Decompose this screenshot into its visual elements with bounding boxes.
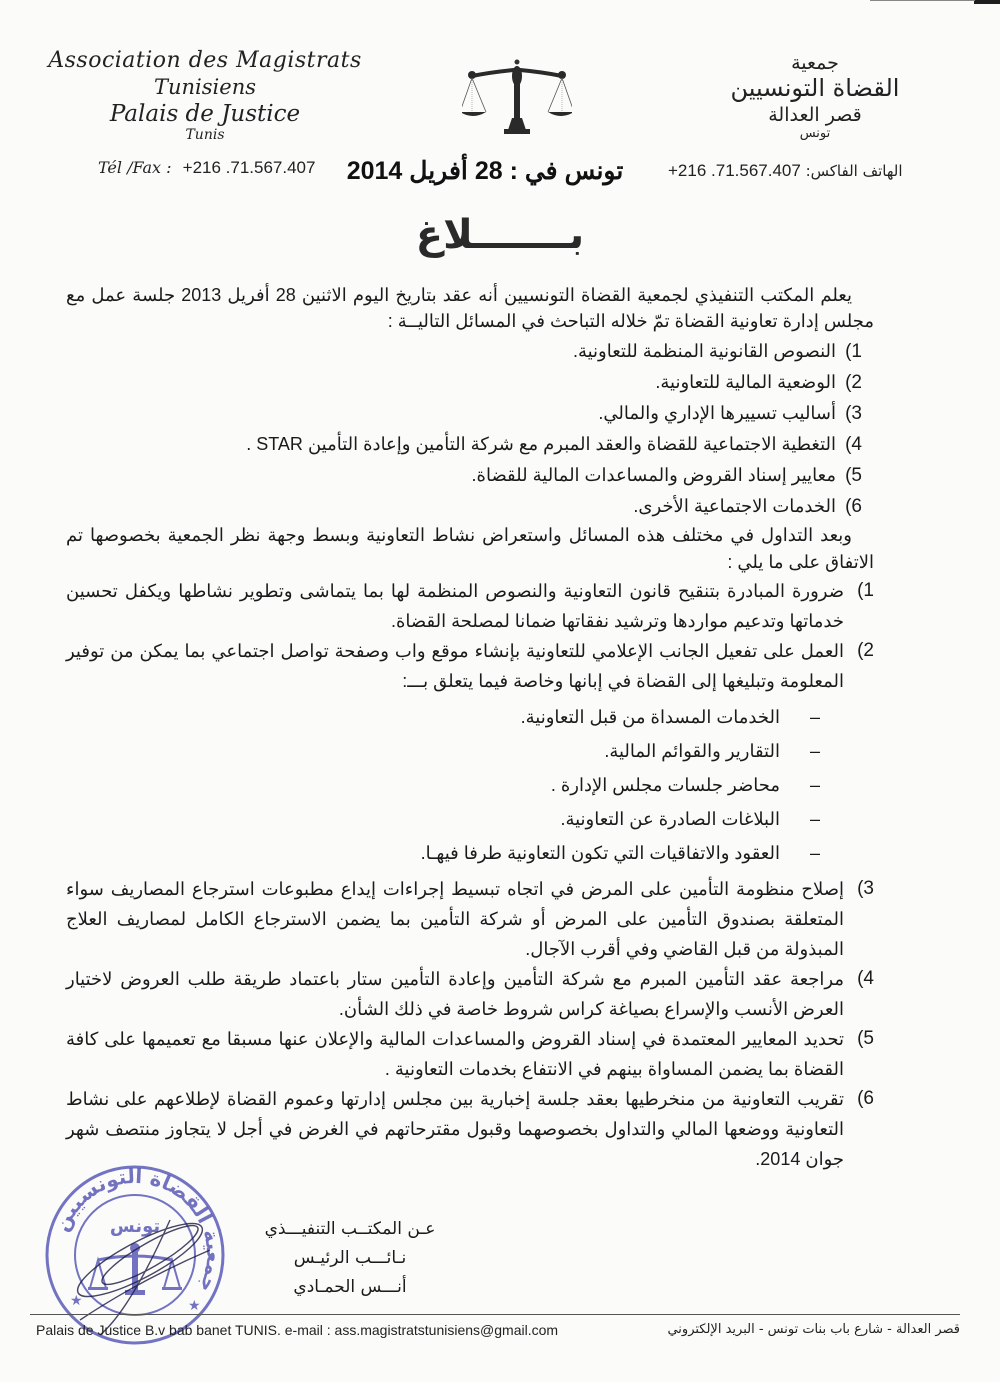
document-title: بـــــــلاغ: [415, 212, 585, 258]
topic-number: 2): [845, 372, 862, 393]
agreement-number: 5): [857, 1028, 874, 1049]
agreement-number: 2): [857, 640, 874, 661]
dash-bullet: –: [809, 809, 820, 829]
topic-number: 3): [845, 403, 862, 424]
agreement-text: مراجعة عقد التأمين المبرم مع شركة التأمين وإعادة التأمين ستار باعتماد طريقة طلب العروض لاختيار العرض الأنسب والإسراع بصياغة كراس شروط خاصة في ذلك الشأن.: [66, 969, 844, 1019]
document-date: تونس في : 28 أفريل 2014: [346, 157, 624, 185]
topic-text: أساليب تسييرها الإداري والمالي.: [598, 403, 836, 423]
topic-item: [66, 429, 874, 460]
phone-label-fr: Tél /Fax :: [98, 158, 172, 177]
header-arabic: [680, 52, 950, 141]
agreement-number: 6): [857, 1088, 874, 1109]
document-body: [66, 282, 874, 1174]
topic-text: معايير إسناد القروض والمساعدات المالية للقضاة.: [471, 465, 836, 485]
dash-bullet: –: [809, 741, 820, 761]
agreements-list: [66, 576, 874, 696]
svg-text:★: ★: [188, 1298, 201, 1314]
dash-bullet: –: [809, 707, 820, 727]
subitem-text: البلاغات الصادرة عن التعاونية.: [560, 809, 780, 829]
topic-item: [66, 367, 874, 398]
subitem-text: العقود والاتفاقيات التي تكون التعاونية طرفا فيهـا.: [420, 843, 780, 863]
agreement-item: [66, 1024, 874, 1084]
scan-edge-line: [870, 0, 975, 1]
topic-number: 4): [845, 434, 862, 455]
agreement-text: تقريب التعاونية من منخرطيها بعقد جلسة إخبارية بين مجلس إدارتها وعموم القضاة لإطلاعهم على نشاط التعاونية ووضعها المالي والتداول بخصوصهما وقبول مقترحاتهم في الغرض في أجل لا يتجاوز منتصف شهر جوان 2014.: [66, 1089, 844, 1169]
phone-number-fr: +216 .71.567.407: [182, 158, 316, 177]
org-address-ar: قصر العدالة: [768, 104, 862, 126]
topic-number: 1): [845, 341, 862, 362]
stamp-ring-text: جمعية القضاة التونسيين: [48, 1163, 227, 1297]
agreement-item: [66, 636, 874, 696]
agreement-text: ضرورة المبادرة بتنقيح قانون التعاونية والنصوص المنظمة لها بما يتماشى وتطوير نشاطها ويكفل تحسين خدماتها وتدعيم مواردها وترشيد نفقاتها ضمانا لمصلحة القضاة.: [66, 581, 844, 631]
transition-paragraph: وبعد التداول في مختلف هذه المسائل واستعراض نشاط التعاونية وبسط وجهة نظر الجمعية بخصوصها تم الاتفاق على ما يلي :: [66, 525, 874, 572]
agreement-text: العمل على تفعيل الجانب الإعلامي للتعاونية بإنشاء موقع واب وصفحة تواصل اجتماعي بما يمكن من توفير المعلومة وتبليغها إلى القضاة في إبانها وخاصة فيما يتعلق بـــ:: [66, 641, 844, 691]
signature-role: نـائـــب الرئيـس: [293, 1248, 407, 1268]
org-city-ar: تونس: [799, 126, 831, 141]
signature-office: عـن المكتــب التنفيـــذي: [264, 1219, 436, 1239]
subitem: [66, 734, 820, 768]
agreement-number: 3): [857, 878, 874, 899]
dash-bullet: –: [809, 775, 820, 795]
signature-name: أنـــس الحمـادي: [293, 1277, 407, 1297]
signature-block: [250, 1215, 450, 1302]
org-name-ar-line1: جمعية: [791, 52, 839, 74]
topics-list: [66, 336, 874, 522]
scales-of-justice-icon: [462, 58, 572, 140]
footer-address-ar: قصر العدالة - شارع باب بنات تونس - البريد الإلكتروني: [667, 1322, 960, 1337]
agreement-item: [66, 964, 874, 1024]
agreement-number: 4): [857, 968, 874, 989]
org-name-ar-line2: القضاة التونسيين: [730, 74, 900, 102]
subitem-text: الخدمات المسداة من قبل التعاونية.: [520, 707, 780, 727]
agreement-text: إصلاح منظومة التأمين على المرض في اتجاه تبسيط إجراءات إيداع مطبوعات استرجاع المصاريف سواء المتعلقة بصندوق التأمين على المرض أو شركة التأمين بما يضمن الاسترجاع الكامل لمصاريف العلاج المبذولة من قبل القاضي وفي أقرب الآجال.: [66, 879, 844, 959]
footer-divider: [30, 1314, 960, 1315]
topic-text: النصوص القانونية المنظمة للتعاونية.: [572, 341, 836, 361]
footer-address-fr: Palais de Justice B.v bab banet TUNIS. e-mail : ass.magistratstunisiens@gmail.com: [36, 1322, 559, 1338]
topic-item: [66, 491, 874, 522]
subitem: [66, 836, 820, 870]
topic-text: التغطية الاجتماعية للقضاة والعقد المبرم مع شركة التأمين وإعادة التأمين STAR .: [246, 434, 836, 454]
header-french: [40, 48, 370, 143]
subitem: [66, 700, 820, 734]
topic-item: [66, 460, 874, 491]
svg-text:★: ★: [70, 1293, 83, 1309]
topic-item: [66, 336, 874, 367]
subitem-text: محاضر جلسات مجلس الإدارة .: [550, 775, 780, 795]
org-name-fr-line2: Tunisiens: [154, 75, 256, 99]
topic-text: الخدمات الاجتماعية الأخرى.: [633, 496, 836, 516]
media-subitems-list: [66, 700, 874, 870]
phone-label-ar: الهاتف الفاكس:: [805, 162, 903, 180]
org-address-fr: Palais de Justice: [109, 101, 301, 127]
topic-item: [66, 398, 874, 429]
phone-number-ar: +216 .71.567.407: [668, 161, 801, 180]
org-city-fr: Tunis: [185, 127, 225, 143]
stamp-center-text: تونس: [109, 1216, 161, 1237]
agreement-number: 1): [857, 580, 874, 601]
scan-edge-mark: [974, 0, 1000, 4]
phone-fr: [98, 158, 315, 178]
topic-text: الوضعية المالية للتعاونية.: [655, 372, 836, 392]
subitem: [66, 802, 820, 836]
agreements-list-continued: [66, 874, 874, 1174]
org-name-fr-line1: Association des Magistrats: [48, 48, 362, 73]
agreement-text: تحديد المعايير المعتمدة في إسناد القروض والمساعدات المالية والإعلان عنها مسبقا مع تعميمها على كافة القضاة بما يضمن المساواة بينهم في الانتفاع بخدمات التعاونية .: [66, 1029, 844, 1079]
subitem-text: التقارير والقوائم المالية.: [604, 741, 780, 761]
topic-number: 5): [845, 465, 862, 486]
topic-number: 6): [845, 496, 862, 517]
dash-bullet: –: [809, 843, 820, 863]
subitem: [66, 768, 820, 802]
intro-paragraph: يعلم المكتب التنفيذي لجمعية القضاة التونسيين أنه عقد بتاريخ اليوم الاثنين 28 أفريل 2013 جلسة عمل مع مجلس إدارة تعاونية القضاة تمّ خلاله التباحث في المسائل التاليــة :: [66, 285, 874, 331]
agreement-item: [66, 874, 874, 964]
agreement-item: [66, 576, 874, 636]
phone-ar: [662, 161, 903, 181]
